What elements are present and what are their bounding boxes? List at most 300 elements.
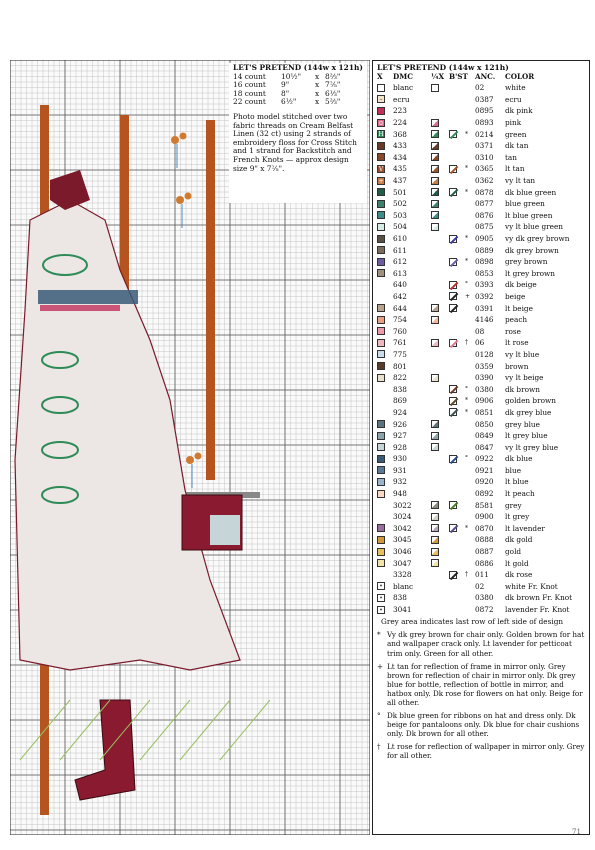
quarter-stitch-swatch [431,501,439,509]
footnotes [373,626,589,760]
stitch-symbol [377,211,385,219]
dmc-number: 433 [393,141,407,151]
anchor-number: 0380 [475,593,494,603]
hatbox-window [210,515,240,545]
stitch-symbol [377,269,385,277]
color-name: white Fr. Knot [505,581,558,591]
backstitch-swatch [449,524,457,532]
color-name: ecru [505,94,522,104]
key-row [373,499,589,511]
anchor-number: 0906 [475,396,494,406]
quarter-stitch-swatch [431,339,439,347]
footnote-mark: * [465,235,468,243]
anchor-number: 0892 [475,489,494,499]
key-row [373,569,589,581]
dmc-number: 761 [393,338,407,348]
stitch-note: Photo model stitched over two fabric threads on Cream Belfast Linen (32 ct) using 2 strands of embroidery floss for Cross Stitch and 1 strand for Backstitch and French Knots — approx design size 9" x 7⅖". [233,111,357,173]
color-name: green [505,129,527,139]
anchor-number: 02 [475,83,485,93]
color-name: dk pink [505,106,533,116]
anchor-number: 0380 [475,384,494,394]
backstitch-swatch [449,385,457,393]
anchor-number: 0853 [475,268,494,278]
key-row [373,210,589,222]
stitch-symbol: V [378,165,384,173]
backstitch-swatch [449,304,457,312]
anchor-number: 0393 [475,280,494,290]
anchor-number: 08 [475,326,485,336]
dmc-number: blanc [393,581,414,591]
dmc-number: 502 [393,199,407,209]
key-row [373,94,589,106]
backstitch-swatch [449,339,457,347]
footnote-mark: * [465,397,468,405]
size-info-box [229,63,367,203]
size-row: 14 count 10½" x 8⅔" [233,71,341,81]
dmc-number: 434 [393,152,407,162]
color-name: dk blue [505,454,533,464]
anchor-number: 0877 [475,199,494,209]
color-name: tan [505,152,517,162]
footnote-mark: ° [465,385,468,393]
key-row [373,244,589,256]
backstitch-swatch [449,188,457,196]
key-row [373,140,589,152]
color-name: beige [505,291,526,301]
color-name: lt peach [505,489,535,499]
dmc-number: 822 [393,373,407,383]
footnote-mark: ° [465,281,468,289]
anchor-number: 0365 [475,164,494,174]
dmc-number: 838 [393,384,407,394]
key-row [373,349,589,361]
footnote-mark: † [465,339,468,347]
key-row [373,476,589,488]
key-row [373,453,589,465]
anchor-number: 0886 [475,558,494,568]
stitch-symbol [377,246,385,254]
color-name: blue [505,465,522,475]
flower [176,196,184,204]
stitch-symbol [377,304,385,312]
quarter-stitch-swatch [431,223,439,231]
color-name: dk tan [505,141,529,151]
key-row [373,233,589,245]
dmc-number: 927 [393,431,407,441]
dmc-number: 642 [393,291,407,301]
color-name: vy lt blue [505,349,540,359]
color-name: grey brown [505,257,548,267]
anchor-number: 0371 [475,141,494,151]
quarter-stitch-swatch [431,559,439,567]
anchor-number: 0362 [475,176,494,186]
dmc-number: 869 [393,396,407,406]
key-row [373,372,589,384]
key-row [373,488,589,500]
watermark: vagila • Бэйбики • babiki.ru [476,838,590,847]
footnote-mark: † [465,571,468,579]
anchor-number: 011 [475,570,489,580]
flower [185,193,192,200]
quarter-stitch-swatch [431,188,439,196]
anchor-number: 0310 [475,152,494,162]
stitch-symbol [377,327,385,335]
color-name: lt lavender [505,523,545,533]
stitch-symbol [377,188,385,196]
footnote-mark: * [465,165,468,173]
key-row [373,395,589,407]
key-row [373,546,589,558]
color-name: pink [505,118,522,128]
stitch-symbol [377,478,385,486]
sash-trim [40,305,120,311]
anchor-number: 0900 [475,512,494,522]
stitch-symbol [377,432,385,440]
key-rows [373,82,589,615]
color-name: lt beige [505,303,533,313]
key-row [373,511,589,523]
color-name: lavender Fr. Knot [505,605,570,615]
footnote-mark: * [465,188,468,196]
anchor-number: 0872 [475,605,494,615]
stitch-symbol [377,490,385,498]
dmc-number: 640 [393,280,407,290]
color-name: lt blue green [505,210,553,220]
anchor-number: 0876 [475,210,494,220]
color-name: lt rose [505,338,529,348]
stitch-symbol: H [378,131,384,139]
footnote: + Lt tan for reflection of frame in mirror only. Grey brown for reflection of chair in mirror only. Dk grey blue for bottle, reflection of bottle in mirror, and hatbox only. Dk rose for flowers on hat only. Beige for all other. [377,661,583,707]
anchor-number: 0887 [475,547,494,557]
anchor-number: 0870 [475,523,494,533]
quarter-stitch-swatch [431,374,439,382]
key-row [373,302,589,314]
key-row [373,407,589,419]
anchor-number: 0391 [475,303,494,313]
quarter-stitch-swatch [431,119,439,127]
key-row [373,152,589,164]
footnote-mark: * [465,524,468,532]
dmc-number: 435 [393,164,407,174]
dmc-number: 932 [393,477,407,487]
stitch-symbol [377,420,385,428]
stitch-symbol [377,455,385,463]
anchor-number: 0898 [475,257,494,267]
color-name: dk beige [505,280,537,290]
stitch-symbol [377,142,385,150]
key-row [373,383,589,395]
color-key [372,60,590,835]
quarter-stitch-swatch [431,420,439,428]
dmc-number: 928 [393,442,407,452]
footnote-mark: * [465,408,468,416]
backstitch-swatch [449,397,457,405]
color-name: grey [505,500,522,510]
dmc-number: 613 [393,268,407,278]
anchor-number: 0390 [475,373,494,383]
quarter-stitch-swatch [431,142,439,150]
dmc-number: 503 [393,210,407,220]
dmc-number: 3024 [393,512,412,522]
key-row [373,279,589,291]
stitch-symbol [377,223,385,231]
key-row [373,314,589,326]
color-name: lt blue [505,477,529,487]
quarter-stitch-swatch [431,316,439,324]
flower [171,136,179,144]
dmc-number: 754 [393,315,407,325]
key-row [373,325,589,337]
stitch-symbol [377,559,385,567]
quarter-stitch-swatch [431,524,439,532]
color-name: lt gold [505,558,529,568]
footnote-mark: ° [465,455,468,463]
color-name: vy dk grey brown [505,234,570,244]
color-name: dk grey blue [505,407,552,417]
stitch-symbol [377,200,385,208]
backstitch-swatch [449,455,457,463]
backstitch-swatch [449,235,457,243]
stitch-symbol [377,548,385,556]
color-name: dk blue green [505,187,557,197]
anchor-number: 0359 [475,361,494,371]
dmc-number: 437 [393,176,407,186]
dmc-number: blanc [393,83,414,93]
dmc-number: 930 [393,454,407,464]
color-name: lt grey [505,512,530,522]
anchor-number: 0895 [475,106,494,116]
color-name: lt tan [505,164,525,174]
color-name: dk grey brown [505,245,559,255]
key-row [373,221,589,233]
dmc-number: ecru [393,94,410,104]
anchor-number: 0849 [475,431,494,441]
stitch-symbol: + [378,177,384,185]
flower [195,453,202,460]
color-name: golden brown [505,396,556,406]
color-name: peach [505,315,528,325]
footnote-mark: * [465,258,468,266]
dmc-number: 801 [393,361,407,371]
stitch-symbol [377,350,385,358]
key-row [373,175,589,187]
anchor-number: 02 [475,581,485,591]
stitch-symbol [377,443,385,451]
color-name: lt grey brown [505,268,556,278]
anchor-number: 0889 [475,245,494,255]
stitch-symbol [377,536,385,544]
dmc-number: 760 [393,326,407,336]
sash [38,290,138,304]
key-row [373,418,589,430]
stitch-symbol [377,362,385,370]
dmc-number: 3045 [393,535,412,545]
footnote-mark: + [465,292,471,300]
key-row [373,441,589,453]
footnote: * Vy dk grey brown for chair only. Golden brown for hat and wallpaper crack only. Lt lavender for petticoat trim only. Green for all other. [377,630,585,658]
key-row [373,163,589,175]
size-row: 18 count 8" x 6⅓" [233,88,341,98]
key-row [373,534,589,546]
quarter-stitch-swatch [431,536,439,544]
quarter-stitch-swatch [431,84,439,92]
dmc-number: 3041 [393,605,412,615]
backstitch-swatch [449,292,457,300]
quarter-stitch-swatch [431,304,439,312]
color-name: gold [505,547,522,557]
color-name: white [505,83,526,93]
key-row [373,430,589,442]
color-name: dk brown [505,384,540,394]
stitch-symbol [377,258,385,266]
quarter-stitch-swatch [431,432,439,440]
color-name: brown [505,361,529,371]
key-row [373,557,589,569]
anchor-number: 0387 [475,94,494,104]
dmc-number: 3022 [393,500,412,510]
stitch-symbol [377,107,385,115]
anchor-number: 0847 [475,442,494,452]
quarter-stitch-swatch [431,513,439,521]
key-header: X DMC ¼X B'ST ANC. COLOR [377,72,535,81]
dmc-number: 644 [393,303,407,313]
dmc-number: 926 [393,419,407,429]
stitch-symbol [377,316,385,324]
color-name: dk gold [505,535,533,545]
backstitch-swatch [449,571,457,579]
anchor-number: 06 [475,338,485,348]
color-name: vy lt blue green [505,222,563,232]
stitch-symbol: • [377,582,385,590]
stitch-symbol [377,466,385,474]
color-name: vy lt tan [505,176,536,186]
footnote: ° Dk blue green for ribbons on hat and dress only. Dk beige for pantaloons only. Dk blue for chair cushions only. Dk brown for all other. [377,711,580,739]
color-name: vy lt grey blue [505,442,559,452]
footnote: † Lt rose for reflection of wallpaper in mirror only. Grey for all other. [377,742,585,761]
anchor-number: 0920 [475,477,494,487]
flower [186,456,194,464]
backstitch-swatch [449,408,457,416]
dmc-number: 3328 [393,570,412,580]
size-row: 16 count 9" x 7⅖" [233,80,341,90]
anchor-number: 0893 [475,118,494,128]
quarter-stitch-swatch [431,153,439,161]
anchor-number: 0851 [475,407,494,417]
color-name: vy lt beige [505,373,544,383]
dmc-number: 224 [393,118,407,128]
footnote-mark: * [465,130,468,138]
anchor-number: 0922 [475,454,494,464]
grey-area-note: Grey area indicates last row of left side of design [381,617,564,627]
stitch-symbol: ⊙ [378,119,384,127]
page-number: 71 [572,828,581,836]
key-row [373,604,589,616]
quarter-stitch-swatch [431,200,439,208]
stitch-symbol [377,524,385,532]
backstitch-swatch [449,165,457,173]
key-title: LET'S PRETEND (144w x 121h) [377,63,509,72]
anchor-number: 0921 [475,465,494,475]
size-row: 22 count 6½" x 5⅔" [233,97,341,107]
stitch-symbol [377,235,385,243]
key-row [373,465,589,477]
backstitch-swatch [449,258,457,266]
dmc-number: 948 [393,489,407,499]
key-row [373,592,589,604]
dmc-number: 610 [393,234,407,244]
stitch-symbol [377,374,385,382]
key-row [373,82,589,94]
key-row [373,105,589,117]
anchor-number: 0888 [475,535,494,545]
dmc-number: 838 [393,593,407,603]
stitch-symbol: – [377,95,385,103]
stitch-symbol [377,153,385,161]
dmc-number: 924 [393,407,407,417]
backstitch-swatch [449,130,457,138]
key-row [373,581,589,593]
key-row [373,117,589,129]
key-row [373,198,589,210]
anchor-number: 4146 [475,315,494,325]
key-row [373,523,589,535]
key-row [373,268,589,280]
anchor-number: 0214 [475,129,494,139]
dmc-number: 3042 [393,523,412,533]
anchor-number: 0878 [475,187,494,197]
color-name: dk brown Fr. Knot [505,593,573,603]
quarter-stitch-swatch [431,443,439,451]
dmc-number: 3046 [393,547,412,557]
anchor-number: 0850 [475,419,494,429]
dmc-number: 501 [393,187,407,197]
flower [180,133,187,140]
anchor-number: 0392 [475,291,494,301]
color-name: blue green [505,199,545,209]
stitch-symbol: • [377,594,385,602]
color-name: dk rose [505,570,533,580]
dmc-number: 775 [393,349,407,359]
quarter-stitch-swatch [431,165,439,173]
size-title: LET'S PRETEND (144w x 121h) [233,63,363,72]
backstitch-swatch [449,281,457,289]
quarter-stitch-swatch [431,177,439,185]
key-row [373,128,589,140]
quarter-stitch-swatch [431,211,439,219]
dmc-number: 504 [393,222,407,232]
anchor-number: 0875 [475,222,494,232]
backstitch-swatch [449,501,457,509]
key-row [373,360,589,372]
color-name: rose [505,326,521,336]
anchor-number: 0905 [475,234,494,244]
quarter-stitch-swatch [431,548,439,556]
key-row [373,337,589,349]
stitch-symbol: • [377,606,385,614]
dmc-number: 368 [393,129,407,139]
mirror-frame-bar [206,120,215,480]
key-row [373,186,589,198]
color-name: lt grey blue [505,431,548,441]
dmc-number: 3047 [393,558,412,568]
color-name: grey blue [505,419,540,429]
anchor-number: 0128 [475,349,494,359]
anchor-number: 8581 [475,500,494,510]
key-row [373,291,589,303]
key-row [373,256,589,268]
stitch-symbol [377,339,385,347]
dmc-number: 931 [393,465,407,475]
